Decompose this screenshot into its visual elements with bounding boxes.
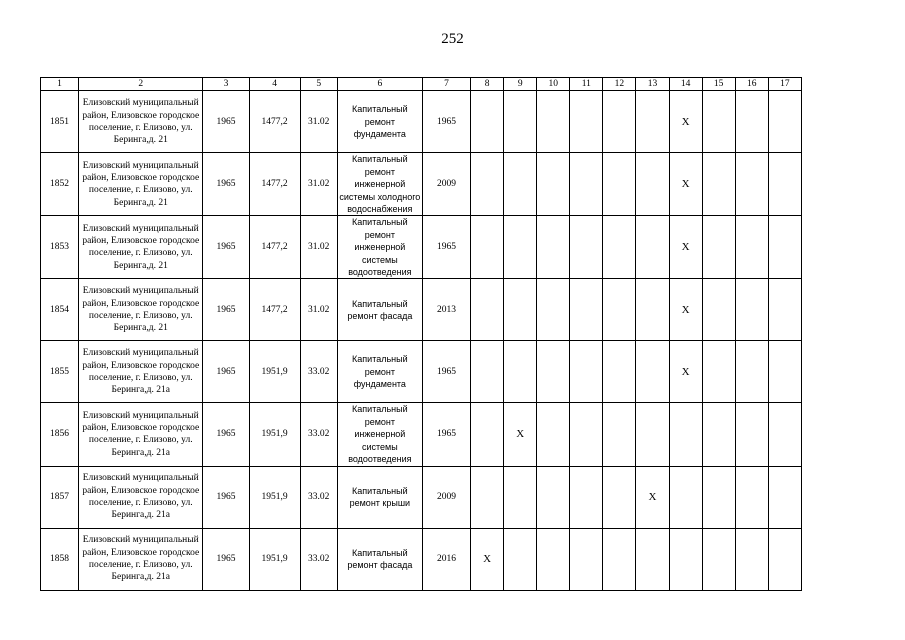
address-cell: Елизовский муниципальный район, Елизовское городское поселение, г. Елизово, ул. Беринга,д. 21а xyxy=(79,403,203,466)
mark-cell xyxy=(735,216,768,279)
column-header: 17 xyxy=(768,78,801,91)
mark-cell: X xyxy=(669,91,702,153)
mark-cell xyxy=(735,466,768,528)
work-type-cell: Капитальный ремонт инженерной системы водоотведения xyxy=(337,216,422,279)
mark-cell xyxy=(669,528,702,590)
column-header: 9 xyxy=(504,78,537,91)
mark-cell xyxy=(603,341,636,403)
mark-cell xyxy=(702,153,735,216)
mark-cell xyxy=(735,153,768,216)
last-repair-year-cell: 1965 xyxy=(422,91,470,153)
address-cell: Елизовский муниципальный район, Елизовское городское поселение, г. Елизово, ул. Беринга,д. 21 xyxy=(79,153,203,216)
column-header: 11 xyxy=(570,78,603,91)
mark-cell xyxy=(570,403,603,466)
code-cell: 33.02 xyxy=(300,466,337,528)
column-header: 3 xyxy=(203,78,249,91)
mark-cell xyxy=(669,466,702,528)
mark-cell xyxy=(735,279,768,341)
mark-cell xyxy=(636,91,669,153)
mark-cell xyxy=(537,528,570,590)
area-cell: 1477,2 xyxy=(249,279,300,341)
mark-cell xyxy=(471,91,504,153)
mark-cell xyxy=(570,279,603,341)
mark-cell xyxy=(702,341,735,403)
mark-cell xyxy=(537,466,570,528)
table-body xyxy=(41,91,802,590)
mark-cell xyxy=(570,528,603,590)
work-type-cell: Капитальный ремонт крыши xyxy=(337,466,422,528)
mark-cell xyxy=(570,91,603,153)
build-year-cell: 1965 xyxy=(203,341,249,403)
table-header xyxy=(41,78,802,91)
area-cell: 1477,2 xyxy=(249,91,300,153)
mark-cell xyxy=(735,403,768,466)
mark-cell xyxy=(504,528,537,590)
row-number-cell: 1856 xyxy=(41,403,79,466)
row-number-cell: 1855 xyxy=(41,341,79,403)
mark-cell: X xyxy=(669,279,702,341)
table-row xyxy=(41,279,802,341)
row-number-cell: 1851 xyxy=(41,91,79,153)
work-type-cell: Капитальный ремонт фундамента xyxy=(337,341,422,403)
mark-cell xyxy=(735,341,768,403)
mark-cell xyxy=(768,466,801,528)
mark-cell xyxy=(603,216,636,279)
code-cell: 31.02 xyxy=(300,91,337,153)
column-header: 12 xyxy=(603,78,636,91)
mark-cell xyxy=(636,528,669,590)
row-number-cell: 1858 xyxy=(41,528,79,590)
mark-cell xyxy=(570,466,603,528)
mark-cell xyxy=(768,341,801,403)
column-header: 4 xyxy=(249,78,300,91)
last-repair-year-cell: 2009 xyxy=(422,466,470,528)
mark-cell xyxy=(636,216,669,279)
address-cell: Елизовский муниципальный район, Елизовское городское поселение, г. Елизово, ул. Беринга,д. 21а xyxy=(79,528,203,590)
mark-cell: X xyxy=(471,528,504,590)
mark-cell: X xyxy=(669,341,702,403)
mark-cell xyxy=(504,91,537,153)
mark-cell xyxy=(636,279,669,341)
mark-cell xyxy=(471,341,504,403)
column-header: 16 xyxy=(735,78,768,91)
mark-cell xyxy=(768,528,801,590)
last-repair-year-cell: 1965 xyxy=(422,216,470,279)
work-type-cell: Капитальный ремонт инженерной системы водоотведения xyxy=(337,403,422,466)
code-cell: 31.02 xyxy=(300,279,337,341)
mark-cell: X xyxy=(669,153,702,216)
column-header: 5 xyxy=(300,78,337,91)
mark-cell xyxy=(603,466,636,528)
code-cell: 33.02 xyxy=(300,528,337,590)
mark-cell xyxy=(471,153,504,216)
mark-cell: X xyxy=(636,466,669,528)
code-cell: 33.02 xyxy=(300,403,337,466)
mark-cell xyxy=(504,153,537,216)
table-row xyxy=(41,528,802,590)
address-cell: Елизовский муниципальный район, Елизовское городское поселение, г. Елизово, ул. Беринга,д. 21а xyxy=(79,466,203,528)
mark-cell xyxy=(603,528,636,590)
column-header: 2 xyxy=(79,78,203,91)
work-type-cell: Капитальный ремонт инженерной системы холодного водоснабжения xyxy=(337,153,422,216)
mark-cell xyxy=(570,216,603,279)
build-year-cell: 1965 xyxy=(203,279,249,341)
last-repair-year-cell: 1965 xyxy=(422,341,470,403)
address-cell: Елизовский муниципальный район, Елизовское городское поселение, г. Елизово, ул. Беринга,д. 21 xyxy=(79,91,203,153)
build-year-cell: 1965 xyxy=(203,466,249,528)
code-cell: 33.02 xyxy=(300,341,337,403)
mark-cell xyxy=(768,153,801,216)
build-year-cell: 1965 xyxy=(203,91,249,153)
mark-cell xyxy=(537,216,570,279)
mark-cell xyxy=(603,279,636,341)
build-year-cell: 1965 xyxy=(203,216,249,279)
table-row xyxy=(41,341,802,403)
mark-cell xyxy=(768,91,801,153)
mark-cell xyxy=(504,466,537,528)
work-type-cell: Капитальный ремонт фасада xyxy=(337,279,422,341)
column-header: 15 xyxy=(702,78,735,91)
mark-cell xyxy=(702,216,735,279)
work-type-cell: Капитальный ремонт фасада xyxy=(337,528,422,590)
table-row xyxy=(41,91,802,153)
mark-cell xyxy=(471,216,504,279)
last-repair-year-cell: 1965 xyxy=(422,403,470,466)
area-cell: 1951,9 xyxy=(249,403,300,466)
last-repair-year-cell: 2009 xyxy=(422,153,470,216)
mark-cell xyxy=(471,466,504,528)
column-header: 7 xyxy=(422,78,470,91)
area-cell: 1951,9 xyxy=(249,466,300,528)
mark-cell xyxy=(504,216,537,279)
column-header: 6 xyxy=(337,78,422,91)
last-repair-year-cell: 2016 xyxy=(422,528,470,590)
mark-cell xyxy=(768,216,801,279)
mark-cell xyxy=(702,91,735,153)
last-repair-year-cell: 2013 xyxy=(422,279,470,341)
mark-cell xyxy=(537,91,570,153)
row-number-cell: 1854 xyxy=(41,279,79,341)
area-cell: 1951,9 xyxy=(249,528,300,590)
mark-cell xyxy=(702,279,735,341)
mark-cell xyxy=(537,279,570,341)
page-number: 252 xyxy=(441,31,464,47)
mark-cell xyxy=(636,341,669,403)
row-number-cell: 1857 xyxy=(41,466,79,528)
mark-cell xyxy=(504,341,537,403)
mark-cell xyxy=(636,153,669,216)
mark-cell xyxy=(735,91,768,153)
mark-cell xyxy=(570,153,603,216)
mark-cell xyxy=(570,341,603,403)
mark-cell xyxy=(636,403,669,466)
mark-cell xyxy=(603,403,636,466)
code-cell: 31.02 xyxy=(300,216,337,279)
column-header: 13 xyxy=(636,78,669,91)
mark-cell xyxy=(768,279,801,341)
table-row xyxy=(41,153,802,216)
mark-cell xyxy=(768,403,801,466)
code-cell: 31.02 xyxy=(300,153,337,216)
repair-schedule-table xyxy=(40,77,802,591)
table-row xyxy=(41,466,802,528)
build-year-cell: 1965 xyxy=(203,403,249,466)
build-year-cell: 1965 xyxy=(203,528,249,590)
table-row xyxy=(41,216,802,279)
column-header: 1 xyxy=(41,78,79,91)
mark-cell xyxy=(702,528,735,590)
mark-cell: X xyxy=(504,403,537,466)
mark-cell xyxy=(603,153,636,216)
mark-cell xyxy=(537,341,570,403)
column-header: 14 xyxy=(669,78,702,91)
mark-cell xyxy=(603,91,636,153)
table-row xyxy=(41,403,802,466)
mark-cell xyxy=(735,528,768,590)
mark-cell xyxy=(504,279,537,341)
column-header: 8 xyxy=(471,78,504,91)
area-cell: 1477,2 xyxy=(249,216,300,279)
mark-cell xyxy=(702,466,735,528)
address-cell: Елизовский муниципальный район, Елизовское городское поселение, г. Елизово, ул. Беринга,д. 21 xyxy=(79,216,203,279)
mark-cell xyxy=(669,403,702,466)
row-number-cell: 1853 xyxy=(41,216,79,279)
build-year-cell: 1965 xyxy=(203,153,249,216)
column-header: 10 xyxy=(537,78,570,91)
mark-cell xyxy=(537,153,570,216)
mark-cell: X xyxy=(669,216,702,279)
area-cell: 1951,9 xyxy=(249,341,300,403)
address-cell: Елизовский муниципальный район, Елизовское городское поселение, г. Елизово, ул. Беринга,д. 21а xyxy=(79,341,203,403)
mark-cell xyxy=(471,403,504,466)
mark-cell xyxy=(702,403,735,466)
work-type-cell: Капитальный ремонт фундамента xyxy=(337,91,422,153)
address-cell: Елизовский муниципальный район, Елизовское городское поселение, г. Елизово, ул. Беринга,д. 21 xyxy=(79,279,203,341)
mark-cell xyxy=(471,279,504,341)
mark-cell xyxy=(537,403,570,466)
area-cell: 1477,2 xyxy=(249,153,300,216)
row-number-cell: 1852 xyxy=(41,153,79,216)
